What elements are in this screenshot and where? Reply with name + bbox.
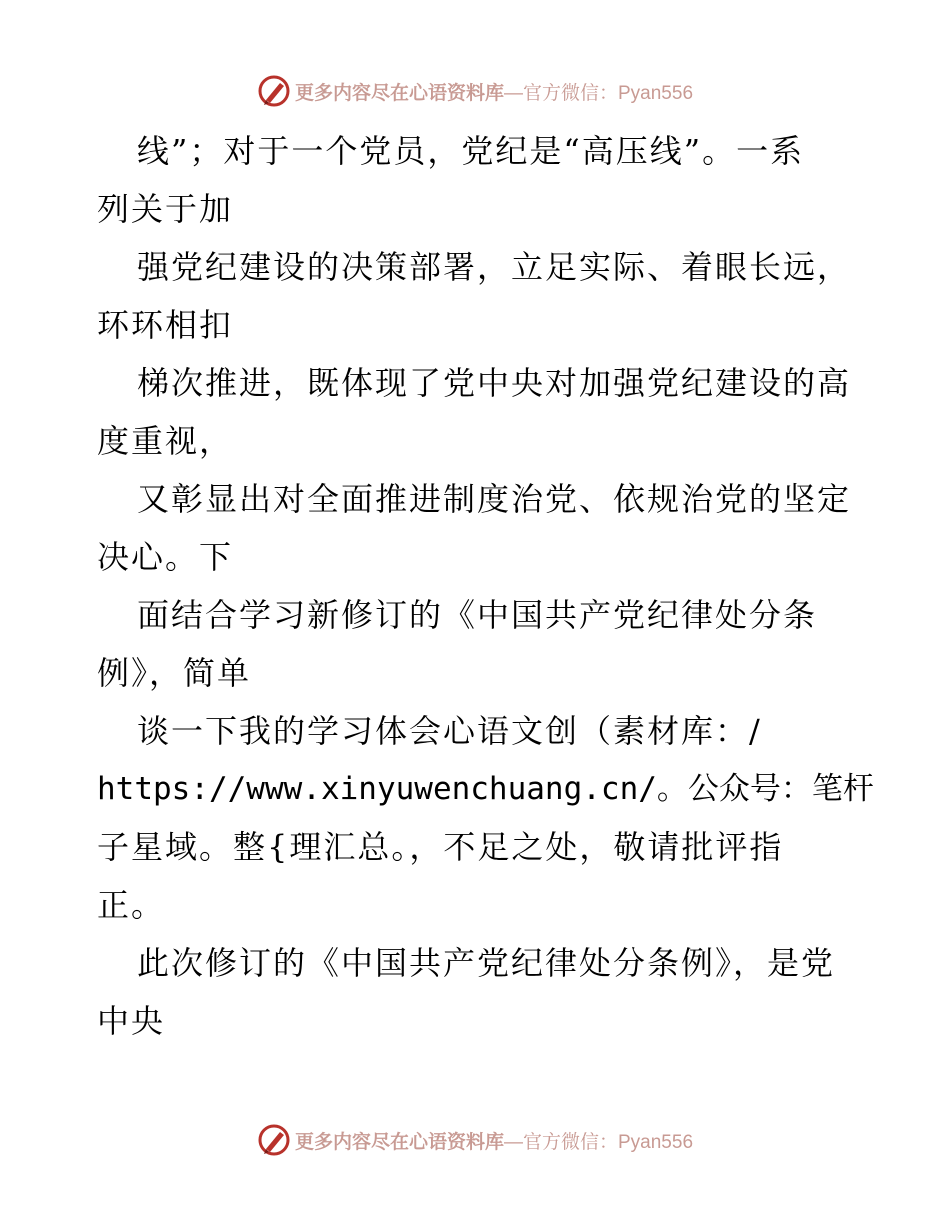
text-line-url: https://www.xinyuwenchuang.cn/。公众号：笔杆 xyxy=(97,771,874,807)
text-line: 中央 xyxy=(97,1002,166,1040)
text-line: 又彰显出对全面推进制度治党、依规治党的坚定 xyxy=(137,480,852,518)
footer-banner xyxy=(0,1120,950,1160)
banner-contact: —官方微信：Pyan556 xyxy=(504,82,694,104)
text-line: 此次修订的《中国共产党纪律处分条例》，是党 xyxy=(137,944,836,982)
pen-logo-icon xyxy=(257,1123,291,1157)
text-line: 正。 xyxy=(97,886,166,924)
text-line: 度重视， xyxy=(97,422,234,460)
text-line: 决心。下 xyxy=(97,538,234,576)
text-line: 面结合学习新修订的《中国共产党纪律处分条 xyxy=(137,596,818,634)
text-line: 线”；对于一个党员，党纪是“高压线”。一系 xyxy=(137,132,805,170)
header-banner xyxy=(0,71,950,111)
text-line: 例》，简单 xyxy=(97,654,252,692)
pen-logo-icon xyxy=(257,74,291,108)
document-body xyxy=(97,122,874,1050)
banner-title: 更多内容尽在心语资料库 xyxy=(294,1130,504,1153)
text-line: 环环相扣 xyxy=(97,306,234,344)
text-line: 强党纪建设的决策部署，立足实际、着眼长远， xyxy=(137,248,852,286)
text-line: 梯次推进，既体现了党中央对加强党纪建设的高 xyxy=(137,364,852,402)
banner-title: 更多内容尽在心语资料库 xyxy=(294,81,504,104)
text-line: 子星域。整{理汇总。，不足之处，敬请批评指 xyxy=(97,828,784,866)
banner-contact: —官方微信：Pyan556 xyxy=(504,1131,694,1153)
text-line: 列关于加 xyxy=(97,190,234,228)
text-line: 谈一下我的学习体会心语文创（素材库：/ xyxy=(137,712,762,750)
